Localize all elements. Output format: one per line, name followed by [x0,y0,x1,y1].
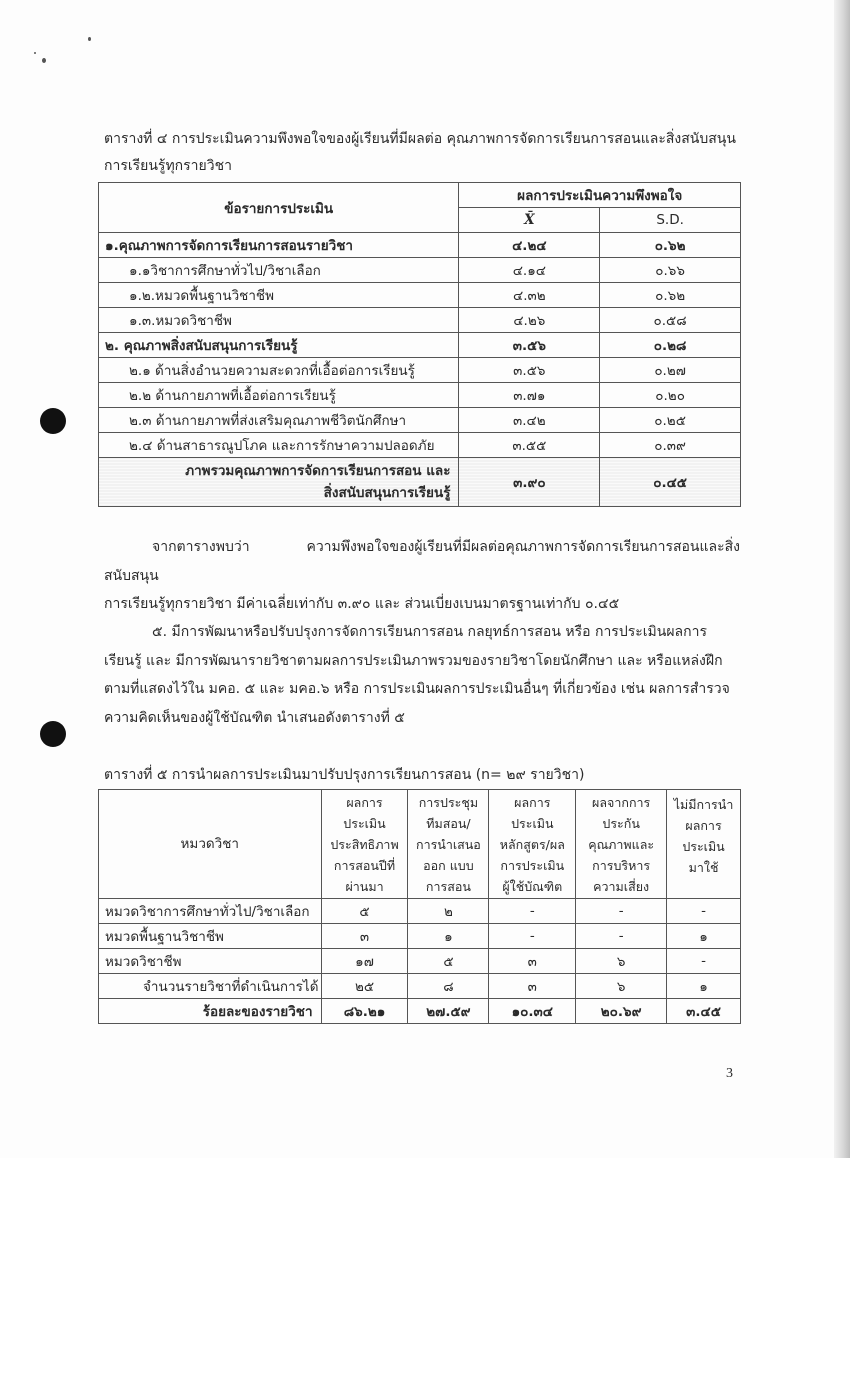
cell: ๒๐.๖๙ [576,999,667,1024]
header-line: ผลการ [346,794,383,810]
row-label: จำนวนรายวิชาที่ดำเนินการได้ [99,974,322,999]
row-mean: ๓.๗๑ [459,383,600,408]
paragraph2-line1: ๕. มีการพัฒนาหรือปรับปรุงการจัดการเรียนการสอน กลยุทธ์การสอน หรือ การประเมินผลการ [152,624,707,640]
table4-caption-line2: การเรียนรู้ทุกรายวิชา [104,158,232,174]
header-line: การบริหาร [592,857,651,873]
row-sd: ๐.๖๒ [600,283,741,308]
cell: ๕ [321,899,408,924]
cell: ๑ [667,974,741,999]
finding-paragraph [104,533,740,619]
summary-label [99,458,459,507]
row-mean: ๔.๒๖ [459,308,600,333]
punch-hole [40,408,66,434]
header-line: ความเสี่ยง [593,878,650,894]
header-line: ผลการ [685,818,722,833]
header-line: ประเมิน [343,815,386,831]
header-mean: X̄ [459,208,600,233]
cell: - [576,924,667,949]
header-line: ประกัน [602,815,640,831]
cell: ๖ [576,974,667,999]
header-line: ผลการ [514,794,551,810]
header-line: หลักสูตร/ผล [499,836,565,852]
row-label: ๑.คุณภาพการจัดการเรียนการสอนรายวิชา [99,233,459,258]
row-label: ร้อยละของรายวิชา [99,999,322,1024]
row-sd: ๐.๓๙ [600,433,741,458]
cell: ๑๗ [321,949,408,974]
row-sd: ๐.๖๖ [600,258,741,283]
header-line: ออก แบบ [423,857,474,873]
cell: - [667,949,741,974]
row-sd: ๐.๒๕ [600,408,741,433]
summary-sd: ๐.๔๕ [600,458,741,507]
header-line: คุณภาพและ [588,836,655,852]
row-mean: ๔.๓๒ [459,283,600,308]
header-line: การประชุม [418,794,479,810]
cell: - [576,899,667,924]
page-number: 3 [726,1066,733,1081]
cell: - [667,899,741,924]
cell: - [489,899,576,924]
paragraph1-line1: จากตารางพบว่า ความพึงพอใจของผู้เรียนที่มีผลต่อคุณภาพการจัดการเรียนการสอนและสิ่งสนับสนุน [104,539,740,584]
row-label: ๒.๔ ด้านสาธารณูปโภค และการรักษาความปลอดภัย [99,433,459,458]
paragraph2-line4: ความคิดเห็นของผู้ใช้บัณฑิต นำเสนอดังตารางที่ ๕ [104,709,405,726]
header-result: ผลการประเมินความพึงพอใจ [459,183,741,208]
scan-speck [88,37,91,41]
header-col-2 [408,790,489,899]
cell: ๑ [667,924,741,949]
header-item: ข้อรายการประเมิน [99,183,459,233]
header-line: ทีมสอน/ [426,815,471,831]
row-mean: ๓.๕๖ [459,333,600,358]
row-sd: ๐.๖๒ [600,233,741,258]
header-col-3 [489,790,576,899]
row-label: หมวดวิชาการศึกษาทั่วไป/วิชาเลือก [99,899,322,924]
table4-caption [104,128,744,177]
header-line: การสอนปีที่ [333,857,396,873]
cell: ๑ [408,924,489,949]
cell: ๖ [576,949,667,974]
punch-hole [40,721,66,747]
row-sd: ๐.๕๘ [600,308,741,333]
cell: ๒ [408,899,489,924]
summary-label-line1: ภาพรวมคุณภาพการจัดการเรียนการสอน และ [185,463,451,479]
header-line: ประสิทธิภาพ [330,836,399,852]
page-edge-shadow [834,0,850,1158]
cell: ๕ [408,949,489,974]
row-label: หมวดพื้นฐานวิชาชีพ [99,924,322,949]
cell: ๘ [408,974,489,999]
cell: ๓ [321,924,408,949]
row-label: ๒.๒ ด้านกายภาพที่เอื้อต่อการเรียนรู้ [99,383,459,408]
row-label: ๒.๓ ด้านกายภาพที่ส่งเสริมคุณภาพชีวิตนักศึกษา [99,408,459,433]
summary-label-line2: สิ่งสนับสนุนการเรียนรู้ [323,485,451,501]
header-line: การสอน [425,878,471,894]
row-label: หมวดวิชาชีพ [99,949,322,974]
header-line: ไม่มีการนำ [673,797,734,812]
row-mean: ๓.๕๖ [459,358,600,383]
row-label: ๑.๓.หมวดวิชาชีพ [99,308,459,333]
improvement-table [98,789,741,1024]
header-line: ประเมิน [682,839,725,854]
paragraph2-line2: เรียนรู้ และ มีการพัฒนารายวิชาตามผลการประเมินภาพรวมของรายวิชาโดยนักศึกษา และ หรือแหล่งฝึก [104,652,723,669]
scan-speck [42,58,46,63]
header-line: ประเมิน [511,815,554,831]
cell: ๑๐.๓๔ [489,999,576,1024]
summary-mean: ๓.๙๐ [459,458,600,507]
row-mean: ๓.๕๕ [459,433,600,458]
header-sd: S.D. [600,208,741,233]
header-col-5 [667,790,741,899]
row-label: ๒. คุณภาพสิ่งสนับสนุนการเรียนรู้ [99,333,459,358]
header-col-1 [321,790,408,899]
row-label: ๒.๑ ด้านสิ่งอำนวยความสะดวกที่เอื้อต่อการเรียนรู้ [99,358,459,383]
criterion-5-paragraph [104,618,740,732]
header-line: ผ่านมา [345,878,384,894]
row-mean: ๓.๔๒ [459,408,600,433]
cell: ๒๕ [321,974,408,999]
cell: ๘๖.๒๑ [321,999,408,1024]
satisfaction-table [98,182,741,507]
header-line: ผู้ใช้บัณฑิต [502,878,563,894]
table4-caption-line1: ตารางที่ ๔ การประเมินความพึงพอใจของผู้เรียนที่มีผลต่อ คุณภาพการจัดการเรียนการสอนและสิ่งสนับสนุน [104,131,736,147]
row-mean: ๔.๑๔ [459,258,600,283]
row-sd: ๐.๒๗ [600,358,741,383]
cell: ๒๗.๕๙ [408,999,489,1024]
paragraph2-line3: ตามที่แสดงไว้ใน มคอ. ๕ และ มคอ.๖ หรือ การประเมินผลการประเมินอื่นๆ ที่เกี่ยวข้อง เช่น ผลการสำรวจ [104,681,730,697]
header-line: ผลจากการ [592,794,651,810]
header-line: การประเมิน [500,857,565,873]
cell: ๓.๔๕ [667,999,741,1024]
header-col-4 [576,790,667,899]
row-label: ๑.๑วิชาการศึกษาทั่วไป/วิชาเลือก [99,258,459,283]
row-label: ๑.๒.หมวดพื้นฐานวิชาชีพ [99,283,459,308]
cell: - [489,924,576,949]
scan-speck [34,52,36,54]
row-sd: ๐.๒๘ [600,333,741,358]
cell: ๓ [489,974,576,999]
cell: ๓ [489,949,576,974]
header-line: การนำเสนอ [416,836,481,852]
table5-caption: ตารางที่ ๕ การนำผลการประเมินมาปรับปรุงการเรียนการสอน (n= ๒๙ รายวิชา) [104,767,585,783]
header-category: หมวดวิชา [99,790,322,899]
row-sd: ๐.๒๐ [600,383,741,408]
paragraph1-line2: การเรียนรู้ทุกรายวิชา มีค่าเฉลี่ยเท่ากับ ๓.๙๐ และ ส่วนเบี่ยงเบนมาตรฐานเท่ากับ ๐.๔๕ [104,596,620,612]
header-line: มาใช้ [688,860,719,875]
row-mean: ๔.๒๔ [459,233,600,258]
